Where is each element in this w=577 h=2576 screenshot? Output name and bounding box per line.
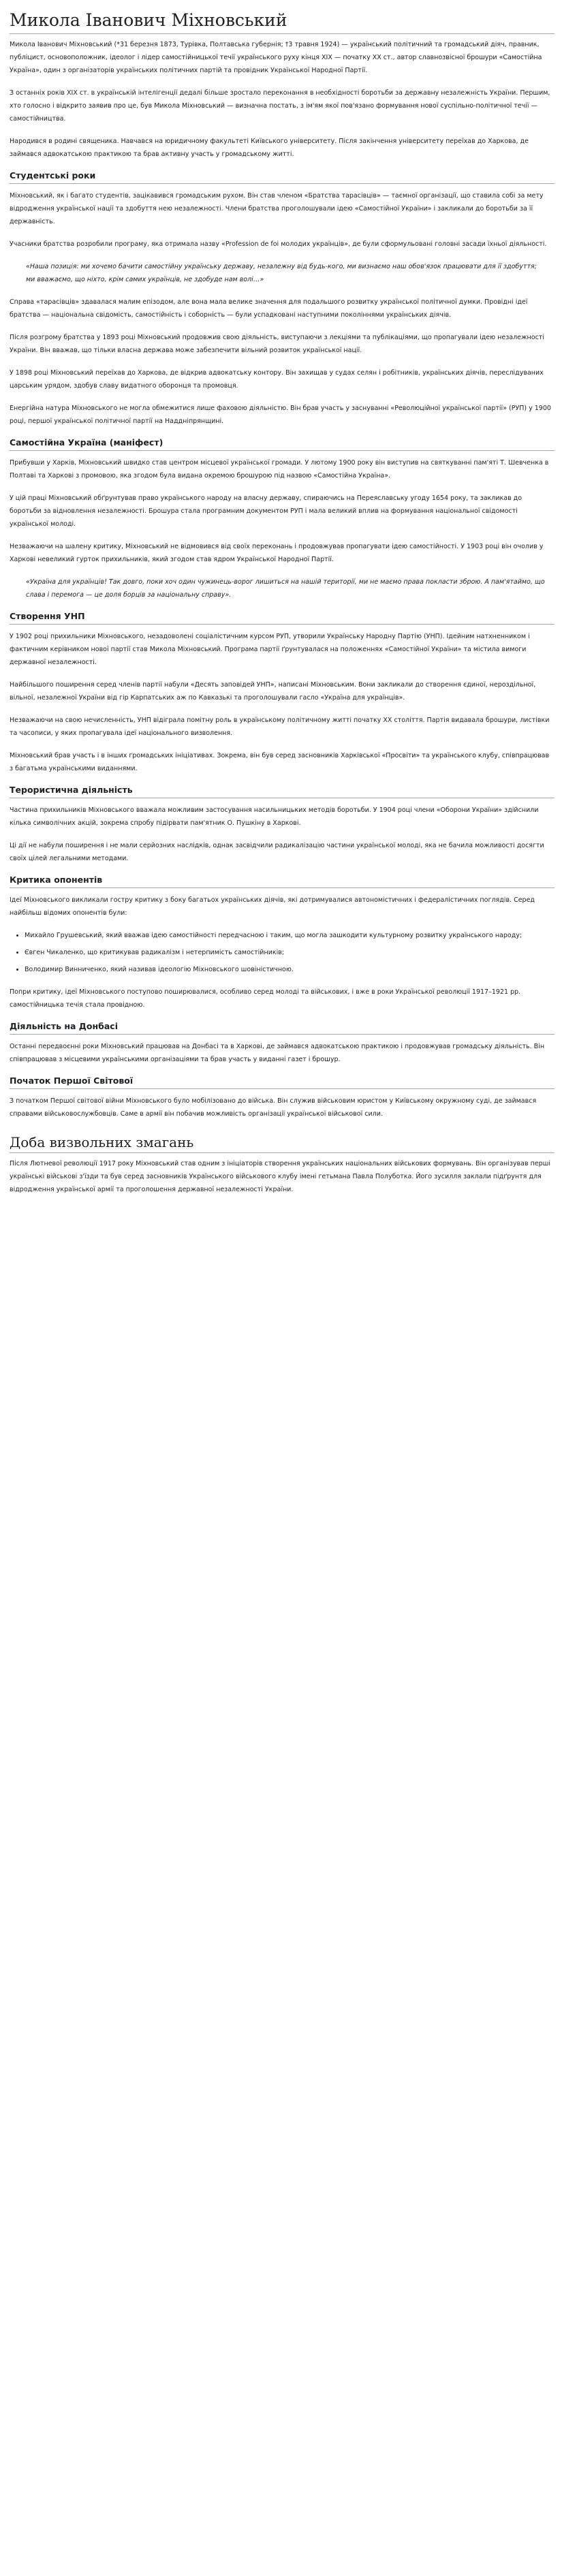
section-paragraph: Міхновський брав участь і в інших громадських ініціативах. Зокрема, він був серед засновників Харківської «Просвіти» та українського клубу, співпрацював з багатьма українськими виданнями. [10,752,550,773]
section-heading: Критика опонентів [10,875,555,888]
section-paragraph: Ці дії не набули поширення і не мали серйозних наслідків, однак засвідчили радикалізацію частини української молоді, яка не бачила можливості досягти своїх цілей легальними методами. [10,842,544,863]
section-heading: Самостійна Україна (маніфест) [10,437,555,451]
section-paragraph: Міхновський, як і багато студентів, зацікавився громадським рухом. Він став членом «Братства тарасівців» — таємної організації, що ставила собі за мету відродження української нації та здобуття нею незалежності. Члени братства проголошували ідею «Самостійної України» і закликали до боротьби за її державність. [10,192,544,226]
quote-block: «Україна для українців! Так довго, поки хоч один чужинець-ворог лишиться на нашій території, ми не маємо права покласти зброю. А пам'ятаймо, що слава і перемога — це доля борців за національну справу». [26,578,545,599]
section-paragraph: Учасники братства розробили програму, яка отримала назву «Profession de foi молодих українців», де були сформульовані головні засади їхньої діяльності. [10,240,547,249]
list-item: • Михайло Грушевський, який вважав ідею самостійності передчасною і таким, що могла зашкодити культурному розвитку українського народу; [25,929,555,942]
section-heading: Діяльність на Донбасі [10,1021,555,1035]
section-paragraph: З початком Першої світової війни Міхновського було мобілізовано до війська. Він служив військовим юристом у Київському окружному суді, де займався справами військовослужбовців. Саме в армії він побачив можливість організації української військової сили. [10,1097,537,1118]
section-paragraph: Незважаючи на свою нечисленність, УНП відіграла помітну роль в українському політичному житті початку XX століття. Партія видавала брошури, листівки та часописи, у яких пропагувала ідеї національного визволення. [10,717,550,738]
section-paragraph: Після Лютневої революції 1917 року Міхновський став одним з ініціаторів створення українських національних військових формувань. Він організував перші українські військові з'їзди та був серед засновників Українського військового клубу імені гетьмана Павла Полуботка. Його зусилля заклали підґрунтя для відродження української армії та проголошення державної незалежності України. [10,1160,551,1194]
section-paragraph: Попри критику, ідеї Міхновського поступово поширювалися, особливо серед молоді та військових, і вже в роки Української революції 1917–1921 рр. самостійницька течія стала провідною. [10,988,521,1009]
list-item: • Євген Чикаленко, що критикував радикалізм і нетерпимість самостійників; [25,946,555,959]
quote-block: «Наша позиція: ми хочемо бачити самостійну українську державу, незалежну від будь-кого, ми визнаємо наш обов'язок працювати для її здобуття; ми вважаємо, що ніхто, крім самих українців, не здобуде нам волі…» [26,263,537,284]
section-heading: Терористична діяльність [10,785,555,798]
page-title: Микола Іванович Міхновський [10,10,555,34]
section-paragraph: У цій праці Міхновський обґрунтував право українського народу на власну державу, спираючись на Переяславську угоду 1654 року, та закликав до боротьби за відновлення незалежності. Брошура стала програмним документом РУП і мала великий вплив на формування національної свідомості української молоді. [10,494,523,529]
section-paragraph: У 1898 році Міхновський переїхав до Харкова, де відкрив адвокатську контору. Він захищав у судах селян і робітників, українських діячів, переслідуваних царським урядом, здобув славу видатного оборонця та промовця. [10,369,544,390]
section-paragraph: Незважаючи на шалену критику, Міхновський не відмовився від своїх переконань і продовжував пропагувати ідею самостійності. У 1903 році він очолив у Харкові невеликий гурток прихильників, який згодом став ядром Української Народної Партії. [10,543,544,564]
article [10,0,555,1196]
section-heading: Початок Першої Світової [10,1075,555,1089]
intro-paragraph-1: Микола Іванович Міхновський (*31 березня 1873, Турівка, Полтавська губернія; †3 травня 1924) — український політичний та громадський діяч, правник, публіцист, основоположник, ідеолог і лідер самостійницької течії українського руху кінця XIX — початку XX ст., автор славнозвісної брошури «Самостійна Україна», один з організаторів українських політичних партій та провідник Української Народної Партії. [10,41,542,75]
section-heading-major: Доба визвольних змагань [10,1134,555,1153]
section-paragraph: Частина прихильників Міхновського вважала можливим застосування насильницьких методів боротьби. У 1904 році члени «Оборони України» здійснили кілька символічних акцій, зокрема спробу підірвати пам'ятник О. Пушкіну в Харкові. [10,806,539,828]
intro-paragraph-2: З останніх років XIX ст. в українській інтелігенції дедалі більше зростало переконання в необхідності боротьби за державну незалежність України. Першим, хто голосно і відкрито заявив про це, був Микола Міхновський — визначна постать, з ім'ям якої пов'язано формування нової суспільно-політичної течії — самостійництва. [10,89,550,123]
section-paragraph: У 1902 році прихильники Міхновського, незадоволені соціалістичним курсом РУП, утворили Українську Народну Партію (УНП). Ідейним натхненником і фактичним керівником нової партії став Микола Міхновський. Програма партії ґрунтувалася на положеннях «Самостійної України» та містила вимоги державної незалежності. [10,633,530,667]
list-item: • Володимир Винниченко, який називав ідеологію Міхновського шовіністичною. [25,963,555,976]
section-paragraph: Ідеї Міхновського викликали гостру критику з боку багатьох українських діячів, які дотримувалися автономістичних і федералістичних поглядів. Серед найбільш відомих опонентів були: [10,896,535,917]
section-paragraph: Найбільшого поширення серед членів партії набули «Десять заповідей УНП», написані Міхновським. Вони закликали до створення єдиної, нероздільної, вільної, незалежної України від гір Карпатських аж по Кавказькі та проголошували гасло «Україна для українців». [10,681,536,702]
section-paragraph: Справа «тарасівців» здавалася малим епізодом, але вона мала велике значення для подальшого розвитку української політичної думки. Провідні ідеї братства — національна свідомість, самостійність і соборність — були успадковані наступними поколіннями українських діячів. [10,298,528,319]
section-paragraph: Енергійна натура Міхновського не могла обмежитися лише фаховою діяльністю. Він брав участь у заснуванні «Революційної української партії» (РУП) у 1900 році, першої української політичної партії на Наддніпрянщині. [10,405,551,426]
opponents-list [10,929,555,976]
section-paragraph: Прибувши у Харків, Міхновський швидко став центром місцевої української громади. У лютому 1900 року він виступив на святкуванні пам'яті Т. Шевченка в Полтаві та Харкові з промовою, яка згодом була видана окремою брошурою під назвою «Самостійна Україна». [10,459,549,480]
intro-paragraph-3: Народився в родині священика. Навчався на юридичному факультеті Київського університету. Після закінчення університету переїхав до Харкова, де займався адвокатською практикою та брав активну участь у громадському житті. [10,138,529,159]
section-heading: Створення УНП [10,611,555,625]
section-heading: Студентські роки [10,170,555,184]
section-paragraph: Після розгрому братства у 1893 році Міхновський продовжив свою діяльність, виступаючи з лекціями та публікаціями, що пропагували ідею незалежності України. Він вважав, що тільки власна держава може забезпечити вільний розвиток української нації. [10,334,544,355]
section-paragraph: Останні передвоєнні роки Міхновський працював на Донбасі та в Харкові, де займався адвокатською практикою і продовжував громадську діяльність. Він співпрацював з місцевими українськими організаціями та брав участь у виданні газет і брошур. [10,1043,545,1064]
